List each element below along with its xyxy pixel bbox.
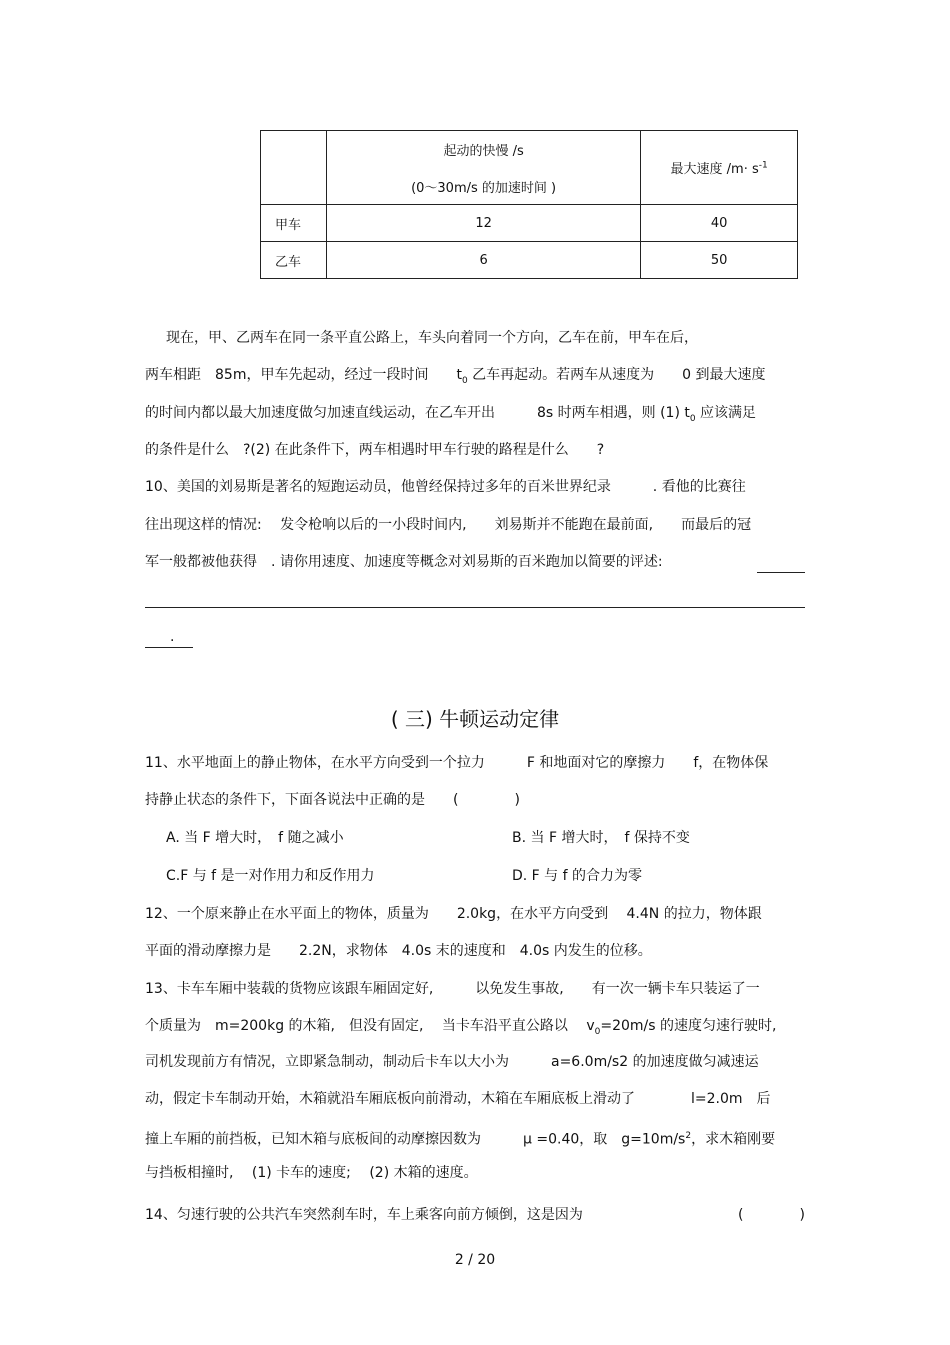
row-max-speed: 40	[641, 205, 798, 242]
table-corner-cell	[261, 131, 327, 205]
answer-blank-end	[145, 647, 193, 648]
row-acceleration-time: 6	[326, 242, 640, 279]
q11-option-b: B. 当 F 增大时， f 保持不变	[512, 830, 690, 846]
q13-line4: 动，假定卡车制动开始，木箱就沿车厢底板向前滑动，木箱在车厢底板上滑动了 l=2.0m 后	[145, 1091, 771, 1107]
answer-blank	[757, 572, 805, 573]
q11-option-d: D. F 与 f 的合力为零	[512, 868, 643, 884]
q10-line1: 10、美国的刘易斯是著名的短跑运动员，他曾经保持过多年的百米世界纪录 . 看他的比赛往	[145, 479, 746, 495]
q14-line1: 14、匀速行驶的公共汽车突然刹车时，车上乘客向前方倾倒，这是因为	[145, 1207, 583, 1223]
q12-line2: 平面的滑动摩擦力是 2.2N，求物体 4.0s 末的速度和 4.0s 内发生的位移。	[145, 943, 652, 959]
q13-line2: 个质量为 m=200kg 的木箱, 但没有固定, 当卡车沿平直公路以 $v_0=20m/s$ 的速度匀速行驶时,	[145, 1018, 777, 1037]
table-row	[261, 242, 798, 279]
q10-line2: 往出现这样的情况: 发令枪响以后的一小段时间内, 刘易斯并不能跑在最前面, 而最后的冠	[145, 517, 752, 533]
header-acceleration	[326, 131, 640, 205]
q10-line4: .	[170, 629, 175, 645]
header-max-speed-label: 最大速度 /m· s	[670, 162, 759, 177]
para9-line2: 两车相距 85m，甲车先起动，经过一段时间 $t_0$ 乙车再起动。若两车从速度为 0 到最大速度	[145, 367, 766, 386]
section-title: ( 三) 牛顿运动定律	[390, 707, 560, 731]
q13-line1: 13、卡车车厢中装载的货物应该跟车厢固定好, 以免发生事故, 有一次一辆卡车只装运了一	[145, 981, 760, 997]
header-acceleration-line2: (0～30m/s 的加速时间 )	[411, 180, 557, 196]
row-max-speed: 50	[641, 242, 798, 279]
q11-line2: 持静止状态的条件下，下面各说法中正确的是 ( )	[145, 792, 520, 808]
table-row	[261, 205, 798, 242]
header-max-speed-exponent: -1	[758, 160, 768, 171]
para9-line1: 现在，甲、乙两车在同一条平直公路上，车头向着同一个方向，乙车在前，甲车在后，	[166, 330, 698, 346]
page-number: 2 / 20	[454, 1252, 496, 1268]
q13-line5: 撞上车厢的前挡板，已知木箱与底板间的动摩擦因数为 μ =0.40，取 $g=10m/s^2$，求木箱刚要	[145, 1131, 776, 1148]
q14-answer-paren: ( )	[738, 1207, 805, 1223]
q11-option-a: A. 当 F 增大时， f 随之减小	[166, 830, 344, 846]
para9-line3: 的时间内都以最大加速度做匀加速直线运动，在乙车开出 8s 时两车相遇，则 (1) $t_0$ 应该满足	[145, 405, 757, 424]
q12-line1: 12、一个原来静止在水平面上的物体，质量为 2.0kg，在水平方向受到 4.4N 的拉力，物体跟	[145, 906, 762, 922]
q13-line6: 与挡板相撞时, (1) 卡车的速度; (2) 木箱的速度。	[145, 1165, 478, 1181]
q11-line1: 11、水平地面上的静止物体，在水平方向受到一个拉力 F 和地面对它的摩擦力 f，在物体保	[145, 755, 769, 771]
q11-option-c: C.F 与 f 是一对作用力和反作用力	[166, 868, 375, 884]
para9-line4: 的条件是什么 ?(2) 在此条件下，两车相遇时甲车行驶的路程是什么 ?	[145, 442, 605, 458]
q10-line3: 军一般都被他获得 . 请你用速度、加速度等概念对刘易斯的百米跑加以简要的评述:	[145, 554, 663, 570]
header-max-speed	[641, 131, 798, 205]
q13-line3: 司机发现前方有情况，立即紧急制动，制动后卡车以大小为 a=6.0m/s2 的加速度做匀减速运	[145, 1054, 759, 1070]
vehicle-table	[260, 130, 798, 279]
row-name: 乙车	[261, 242, 327, 279]
header-acceleration-line1: 起动的快慢 /s	[443, 143, 524, 159]
row-acceleration-time: 12	[326, 205, 640, 242]
answer-line	[145, 607, 805, 608]
row-name: 甲车	[261, 205, 327, 242]
